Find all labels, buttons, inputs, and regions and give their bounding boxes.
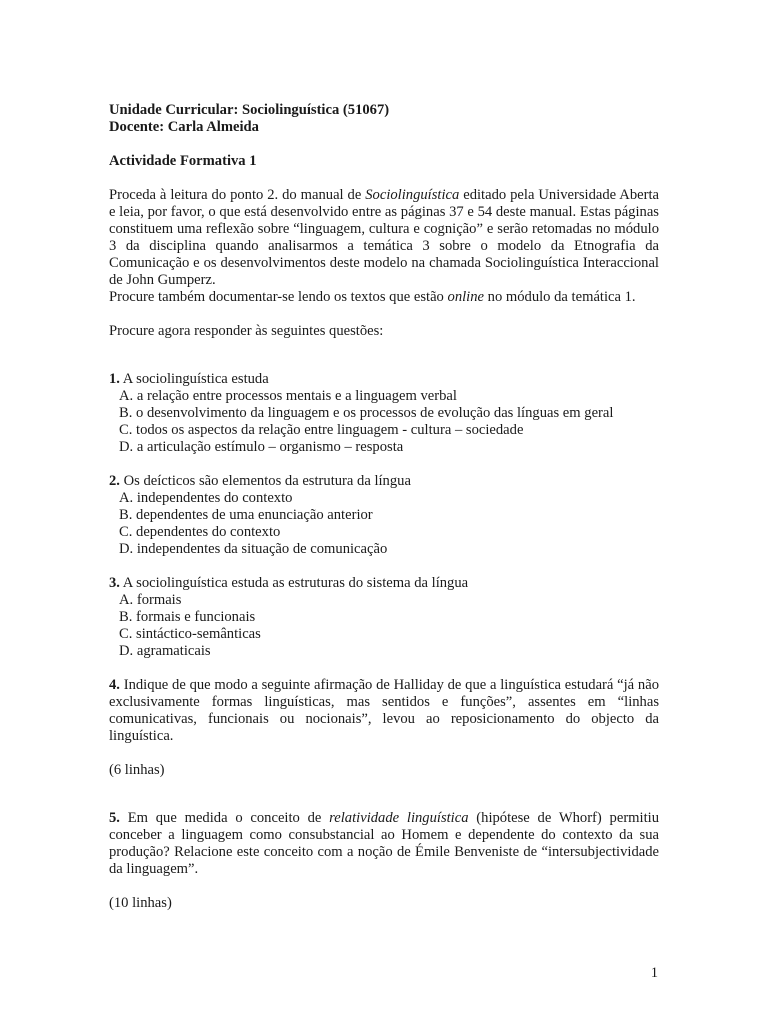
question-text: A sociolinguística estuda as estruturas do sistema da língua: [119, 575, 469, 591]
question-text-cont: (hipótese de Whorf) permitiu conceber a linguagem como consubstancial ao Homem e dependente do contexto da sua produção? Relacione este conceito com a noção de Émile Benveniste de “intersubjectividade da linguagem”.: [109, 810, 659, 877]
option-c: C. sintáctico-semânticas: [119, 626, 261, 642]
intro2-text-cont: no módulo da temática 1.: [484, 289, 636, 305]
question-text: Os deícticos são elementos da estrutura da língua: [119, 473, 411, 489]
intro-text-cont: editado pela Universidade Aberta e leia, por favor, o que está desenvolvido entre as páginas 37 e 54 deste manual. Estas páginas constituem uma reflexão sobre “linguagem, cultura e cognição” e serão retomadas no módulo 3 da disciplina quando analisarmos a temática 3 sobre o modelo da Etnografia da Comunicação e os desenvolvimentos deste modelo na chamada Sociolinguística Interaccional de John Gumperz.: [109, 187, 659, 288]
page-number: 1: [650, 965, 658, 981]
option-d: D. a articulação estímulo – organismo – resposta: [119, 439, 404, 455]
option-d: D. independentes da situação de comunicação: [119, 541, 388, 557]
option-b: B. formais e funcionais: [119, 609, 256, 625]
answer-length-note: (10 linhas): [109, 895, 172, 911]
option-a: A. formais: [119, 592, 182, 608]
question-text: A sociolinguística estuda: [119, 371, 269, 387]
question-emphasis: relatividade linguística: [329, 810, 469, 826]
question-4: [109, 677, 659, 779]
option-c: C. dependentes do contexto: [119, 524, 281, 540]
intro-text: Proceda à leitura do ponto 2. do manual de: [109, 187, 366, 203]
question-number: 1.: [109, 371, 120, 387]
option-a: A. a relação entre processos mentais e a linguagem verbal: [119, 388, 457, 404]
intro-emphasis: Sociolinguística: [365, 187, 460, 203]
intro-paragraph-2: [109, 289, 659, 306]
question-number: 4.: [109, 677, 120, 693]
question-3: [109, 575, 659, 660]
question-text: Indique de que modo a seguinte afirmação de Halliday de que a linguística estudará “já não exclusivamente formas linguísticas, mas sentidos e funções”, assentes em “linhas comunicativas, funcionais ou nocionais”, levou ao reposicionamento do objecto da linguística.: [109, 677, 659, 744]
answer-length-note: (6 linhas): [109, 762, 165, 778]
option-a: A. independentes do contexto: [119, 490, 293, 506]
instructions: Procure agora responder às seguintes questões:: [109, 323, 384, 339]
question-2: [109, 473, 659, 558]
option-c: C. todos os aspectos da relação entre linguagem - cultura – sociedade: [119, 422, 524, 438]
question-text: Em que medida o conceito de: [119, 810, 330, 826]
option-b: B. dependentes de uma enunciação anterior: [119, 507, 373, 523]
question-number: 5.: [109, 810, 120, 826]
question-number: 2.: [109, 473, 120, 489]
teacher-heading: Docente: Carla Almeida: [109, 119, 259, 135]
activity-title: Actividade Formativa 1: [109, 153, 257, 169]
course-heading: Unidade Curricular: Sociolinguística (51067): [109, 102, 390, 118]
intro2-text: Procure também documentar-se lendo os textos que estão: [109, 289, 448, 305]
intro2-emphasis: online: [447, 289, 484, 305]
question-1: [109, 371, 659, 456]
document-body: [109, 102, 659, 912]
intro-paragraph: [109, 187, 659, 289]
question-5: [109, 810, 659, 912]
option-d: D. agramaticais: [119, 643, 211, 659]
option-b: B. o desenvolvimento da linguagem e os processos de evolução das línguas em geral: [119, 405, 614, 421]
question-number: 3.: [109, 575, 120, 591]
